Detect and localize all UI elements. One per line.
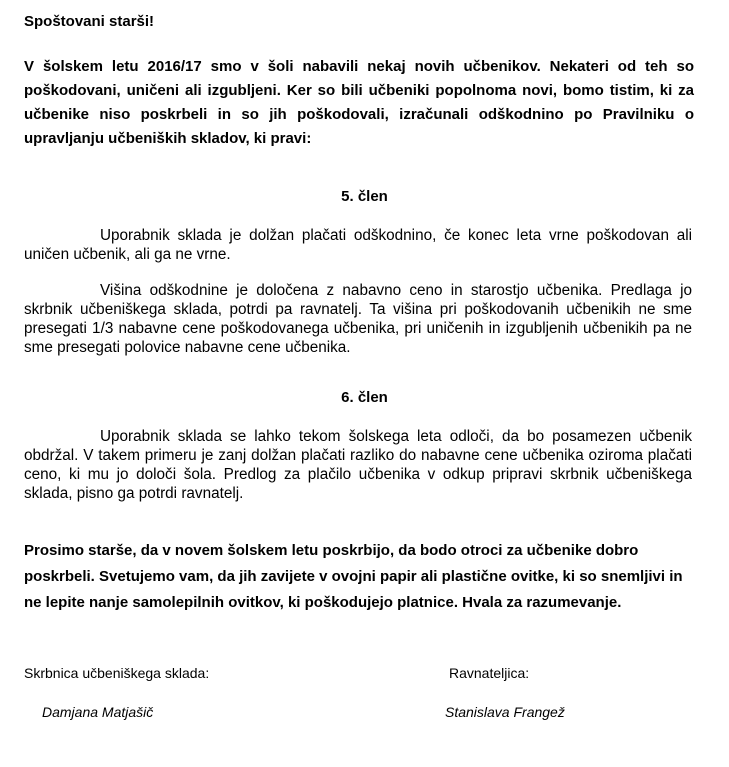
article-6-paragraph-1: Uporabnik sklada se lahko tekom šolskega leta odloči, da bo posamezen učbenik obdržal. V takem primeru je zanj dolžan plačati razliko do nabavne cene učbenika oziroma plačati ceno, ki mu jo določi šola. Predlog za plačilo učbenika v odkup pripravi skrbnik učbeniškega sklada, pisno ga potrdi ravnatelj.: [24, 428, 692, 502]
article-5-paragraph-2: Višina odškodnine je določena z nabavno ceno in starostjo učbenika. Predlaga jo skrbnik učbeniškega sklada, potrdi pa ravnatelj. Ta višina pri poškodovanih učbenikih ne sme presegati 1/3 nabavne cene poškodovanega učbenika, pri uničenih in izgubljenih učbenikih pa ne sme presegati polovice nabavne cene učbenika.: [24, 282, 692, 356]
signature-label-principal: Ravnateljica:: [449, 665, 530, 681]
signature-name-principal: Stanislava Frangež: [445, 704, 565, 720]
greeting: Spoštovani starši!: [24, 13, 155, 30]
article-6-title: 6. člen: [341, 389, 388, 406]
article-5-title: 5. člen: [341, 188, 388, 205]
signature-name-custodian: Damjana Matjašič: [42, 704, 154, 720]
article-5-paragraph-1: Uporabnik sklada je dolžan plačati odškodnino, če konec leta vrne poškodovan ali uničen učbenik, ali ga ne vrne.: [24, 227, 692, 263]
signature-label-custodian: Skrbnica učbeniškega sklada:: [24, 665, 210, 681]
intro-paragraph: V šolskem letu 2016/17 smo v šoli nabavili nekaj novih učbenikov. Nekateri od teh so poškodovani, uničeni ali izgubljeni. Ker so bili učbeniki popolnoma novi, bomo tistim, ki za učbenike niso poskrbeli in so jih poškodovali, izračunali odškodnino po Pravilniku o upravljanju učbeniških skladov, ki pravi:: [24, 58, 694, 147]
closing-paragraph: Prosimo starše, da v novem šolskem letu poskrbijo, da bodo otroci za učbenike dobro poskrbeli. Svetujemo vam, da jih zavijete v ovojni papir ali plastične ovitke, ki so snemljivi in ne lepite nanje samolepilnih ovitkov, ki poškodujejo platnice. Hvala za razumevanje.: [24, 542, 683, 611]
